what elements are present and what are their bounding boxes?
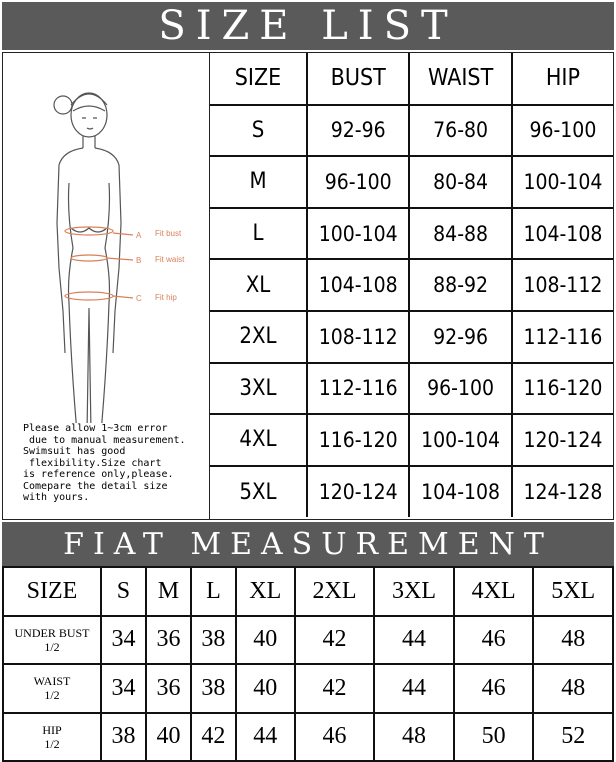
under-bust-label-cell (3, 616, 101, 665)
value-cell: 42 (295, 616, 375, 665)
fiat-size-cell: S (101, 567, 146, 616)
table-row (3, 713, 613, 762)
row-label: HIP (42, 722, 62, 737)
value-cell: 40 (236, 664, 295, 713)
table-row (210, 311, 613, 363)
size-cell: 5XL (210, 466, 307, 518)
bust-cell: 116-120 (307, 414, 409, 466)
value-cell: 44 (374, 664, 454, 713)
waist-cell: 92-96 (409, 311, 511, 363)
value-cell: 34 (101, 664, 146, 713)
waist-cell: 80-84 (409, 156, 511, 208)
figure-panel (3, 53, 210, 519)
fiat-size-cell: 5XL (533, 567, 613, 616)
bust-cell: 100-104 (307, 208, 409, 260)
bust-cell: 112-116 (307, 363, 409, 415)
value-cell: 34 (101, 616, 146, 665)
fiat-size-header-cell: SIZE (3, 567, 101, 616)
value-cell: 48 (533, 616, 613, 665)
bust-header-cell: BUST (307, 53, 409, 105)
value-cell: 38 (191, 664, 236, 713)
table-row (3, 664, 613, 713)
value-cell: 42 (295, 664, 375, 713)
value-cell: 40 (236, 616, 295, 665)
hip-cell: 116-120 (512, 363, 613, 415)
measurement-note: Please allow 1~3cm error due to manual measurement. Swimsuit has good flexibility.Size chart is reference only,please. Comepare the detail size with yours. (23, 423, 186, 503)
marker-label-b: B (136, 256, 142, 265)
row-label-fraction: 1/2 (44, 688, 60, 703)
hip-cell: 100-104 (512, 156, 613, 208)
size-list-title: SIZE LIST (2, 2, 614, 50)
size-header-cell: SIZE (210, 53, 307, 105)
fiat-size-cell: M (146, 567, 191, 616)
hip-cell: 104-108 (512, 208, 613, 260)
row-label: WAIST (33, 674, 71, 689)
bust-cell: 92-96 (307, 105, 409, 157)
table-row (210, 208, 613, 260)
size-cell: 4XL (210, 414, 307, 466)
size-cell: M (210, 156, 307, 208)
marker-text-bust: Fit bust (155, 229, 182, 238)
table-row (3, 616, 613, 665)
waist-cell: 84-88 (409, 208, 511, 260)
value-cell: 46 (454, 616, 534, 665)
fiat-size-cell: 2XL (295, 567, 375, 616)
waist-cell: 96-100 (409, 363, 511, 415)
fiat-size-cell: 4XL (454, 567, 534, 616)
value-cell: 38 (191, 616, 236, 665)
value-cell: 36 (146, 664, 191, 713)
hip-cell: 108-112 (512, 259, 613, 311)
row-label: UNDER BUST (14, 625, 90, 640)
waist-cell: 100-104 (409, 414, 511, 466)
value-cell: 46 (295, 713, 375, 762)
fiat-size-cell: XL (236, 567, 295, 616)
table-row (210, 105, 613, 157)
fiat-header-row (3, 567, 613, 616)
body-figure-illustration (3, 53, 209, 423)
marker-text-waist: Fit waist (155, 255, 185, 264)
marker-label-c: C (136, 294, 142, 303)
value-cell: 44 (236, 713, 295, 762)
value-cell: 48 (533, 664, 613, 713)
row-label-fraction: 1/2 (44, 736, 60, 751)
size-cell: 2XL (210, 311, 307, 363)
size-list-panel (2, 52, 614, 520)
table-row (210, 363, 613, 415)
size-cell: 3XL (210, 363, 307, 415)
value-cell: 50 (454, 713, 534, 762)
bust-cell: 120-124 (307, 466, 409, 518)
waist-header-cell: WAIST (409, 53, 511, 105)
value-cell: 48 (374, 713, 454, 762)
value-cell: 46 (454, 664, 534, 713)
table-row (210, 466, 613, 518)
fiat-size-cell: 3XL (374, 567, 454, 616)
size-table-header-row (210, 53, 613, 105)
marker-label-a: A (136, 231, 142, 240)
hip-cell: 120-124 (512, 414, 613, 466)
waist-cell: 104-108 (409, 466, 511, 518)
bust-cell: 96-100 (307, 156, 409, 208)
value-cell: 40 (146, 713, 191, 762)
size-cell: XL (210, 259, 307, 311)
bust-cell: 108-112 (307, 311, 409, 363)
table-row (210, 259, 613, 311)
table-row (210, 156, 613, 208)
row-label-fraction: 1/2 (44, 639, 60, 654)
value-cell: 38 (101, 713, 146, 762)
hip-header-cell: HIP (512, 53, 613, 105)
table-row (210, 414, 613, 466)
hip-cell: 96-100 (512, 105, 613, 157)
value-cell: 44 (374, 616, 454, 665)
hip-cell: 124-128 (512, 466, 613, 518)
size-cell: L (210, 208, 307, 260)
size-cell: S (210, 105, 307, 157)
size-table (210, 53, 613, 517)
fiat-measurement-title: FIAT MEASUREMENT (2, 522, 614, 566)
waist-label-cell (3, 664, 101, 713)
fiat-measurement-table (2, 566, 614, 762)
bust-cell: 104-108 (307, 259, 409, 311)
fiat-size-cell: L (191, 567, 236, 616)
hip-cell: 112-116 (512, 311, 613, 363)
value-cell: 36 (146, 616, 191, 665)
marker-text-hip: Fit hip (155, 293, 177, 302)
value-cell: 42 (191, 713, 236, 762)
value-cell: 52 (533, 713, 613, 762)
waist-cell: 88-92 (409, 259, 511, 311)
waist-cell: 76-80 (409, 105, 511, 157)
hip-label-cell (3, 713, 101, 762)
